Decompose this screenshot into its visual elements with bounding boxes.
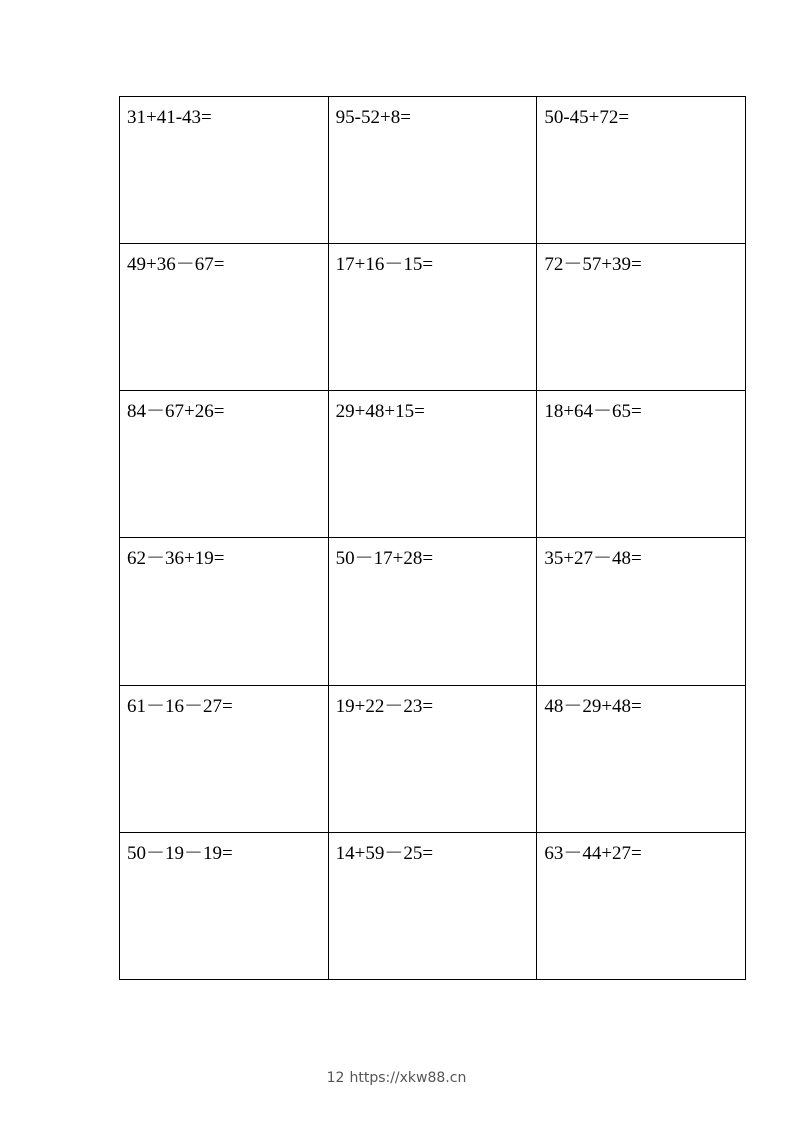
page-number: 12 bbox=[326, 1070, 345, 1086]
table-row bbox=[120, 391, 746, 538]
exercise-cell: 95-52+8= bbox=[328, 97, 537, 244]
table-row bbox=[120, 685, 746, 832]
exercise-cell: 19+22－23= bbox=[328, 685, 537, 832]
exercise-cell: 17+16－15= bbox=[328, 244, 537, 391]
math-exercise-table bbox=[119, 96, 746, 980]
exercise-cell: 72－57+39= bbox=[537, 244, 746, 391]
exercise-cell: 62－36+19= bbox=[120, 538, 329, 685]
exercise-cell: 29+48+15= bbox=[328, 391, 537, 538]
exercise-cell: 84－67+26= bbox=[120, 391, 329, 538]
table-row bbox=[120, 538, 746, 685]
exercise-cell: 63－44+27= bbox=[537, 832, 746, 979]
exercise-cell: 50－17+28= bbox=[328, 538, 537, 685]
exercise-cell: 14+59－25= bbox=[328, 832, 537, 979]
exercise-cell: 31+41-43= bbox=[120, 97, 329, 244]
exercise-cell: 49+36－67= bbox=[120, 244, 329, 391]
exercise-cell: 35+27－48= bbox=[537, 538, 746, 685]
exercise-cell: 50-45+72= bbox=[537, 97, 746, 244]
footer-url-link[interactable]: https://xkw88.cn bbox=[349, 1070, 467, 1086]
exercise-cell: 18+64－65= bbox=[537, 391, 746, 538]
exercise-cell: 48－29+48= bbox=[537, 685, 746, 832]
table-row bbox=[120, 97, 746, 244]
table-row bbox=[120, 832, 746, 979]
exercise-cell: 50－19－19= bbox=[120, 832, 329, 979]
exercise-cell: 61－16－27= bbox=[120, 685, 329, 832]
table-row bbox=[120, 244, 746, 391]
page-footer bbox=[0, 1070, 793, 1086]
